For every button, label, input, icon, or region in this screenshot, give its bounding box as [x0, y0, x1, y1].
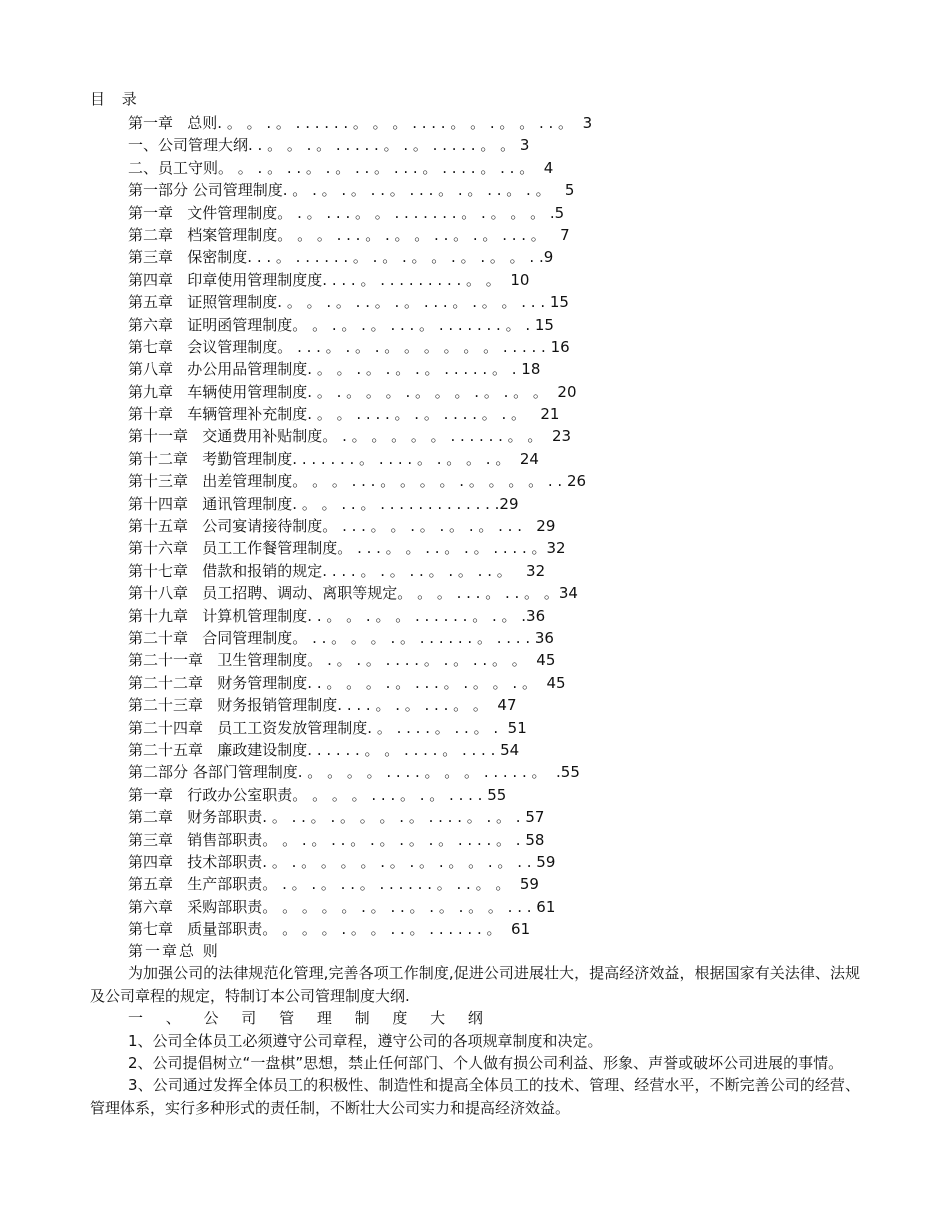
paragraph: 为加强公司的法律规范化管理,完善各项工作制度,促进公司进展壮大，提高经济效益，根据国家有关法律、法规及公司章程的规定，特制订本公司管理制度大纲. [90, 964, 860, 1005]
toc-entry: 第二章 财务部职责. 。 . . 。 . 。 。 。 . 。 . . . . 。 . 。 . 57 [128, 808, 545, 827]
toc-entry: 第七章 质量部职责。 。 。 。 . 。 。 . . 。 . . . . . . 。 61 [128, 920, 531, 939]
paragraph: 1、公司全体员工必须遵守公司章程，遵守公司的各项规章制度和决定。 [128, 1031, 603, 1050]
chapter-heading: 第一章总 则 [128, 942, 220, 960]
section-heading: 一 、 公 司 管 理 制 度 大 纲 [128, 1009, 492, 1028]
toc-entry: 第三章 保密制度. . . 。 . . . . . . 。 . 。 . 。 。 . 。 . 。 。 . .9 [128, 248, 554, 267]
toc-entry: 第十八章 员工招聘、调动、离职等规定。 。 。 . . . 。 . . 。 。34 [128, 584, 578, 603]
toc-entry: 第二章 档案管理制度。 。 。 . . . 。 . 。 。 . . 。 . 。 . . . 。 7 [128, 225, 570, 244]
toc-entry: 第三章 销售部职责。 。 . 。 . . 。 . 。 . 。 . 。 . . . . 。 . 58 [128, 830, 545, 849]
document-body [90, 940, 860, 1119]
toc-entry: 第二十四章 员工工资发放管理制度. 。 . . . . 。 . . 。 . 51 [128, 718, 527, 737]
toc-entry: 第八章 办公用品管理制度. 。 。 . 。 . 。 . 。 . . . . . 。 . 18 [128, 360, 541, 379]
toc-entry: 第二十五章 廉政建设制度. . . . . . 。 。 . . . . 。 . . . . 54 [128, 740, 520, 759]
paragraph: 3、公司通过发挥全体员工的积极性、制造性和提高全体员工的技术、管理、经营水平，不断完善公司的经营、管理体系，实行多种形式的责任制，不断壮大公司实力和提高经济效益。 [90, 1076, 860, 1117]
toc-entry: 第七章 会议管理制度。 . . . 。 . 。 . 。 。 。 。 。 。 . . . . . 16 [128, 337, 570, 356]
toc-entry: 第五章 生产部职责。 . 。 . 。 . . 。 . . . . . . 。 . . 。 。 59 [128, 875, 539, 894]
table-of-contents [128, 112, 868, 940]
toc-entry: 第一章 行政办公室职责。 。 。 。 . . . 。 . 。 . . . . 55 [128, 785, 507, 804]
toc-entry: 第五章 证照管理制度. 。 。 . 。 . . 。 . 。 . . . 。 . 。 。 . . . 15 [128, 293, 569, 312]
toc-entry: 第十二章 考勤管理制度. . . . . . . 。 . . . . 。 . 。 。 . 。 24 [128, 449, 539, 468]
toc-entry: 第十三章 出差管理制度。 。 。 . . . 。 。 。 。 . 。 。 。 。 . . 26 [128, 472, 587, 491]
toc-entry: 第二十三章 财务报销管理制度. . . . 。 . 。 . . . 。 。 47 [128, 696, 517, 715]
toc-entry: 第十六章 员工工作餐管理制度。 . . . 。 。 . . 。 . 。 . . . . 。32 [128, 539, 566, 558]
toc-entry: 第二十二章 财务管理制度. . 。 。 。 . 。 . . . 。 . 。 。 . 。 45 [128, 673, 566, 692]
toc-entry: 一、公司管理大纲. . 。 。 . 。 . . . . . 。 . 。 . . . . . 。 。 3 [128, 136, 530, 155]
toc-entry: 第一部分 公司管理制度. 。 . 。 . 。 . . 。 . . . 。 . 。 . . 。 . 。 5 [128, 181, 575, 200]
toc-entry: 第十四章 通讯管理制度. 。 。 . . 。 . . . . . . . . . . . . .29 [128, 494, 519, 513]
toc-entry: 二、员工守则。 。 . 。 . . 。 . 。 . . 。 . . . 。 . . . . 。 . . 。 4 [128, 158, 554, 177]
toc-entry: 第二十章 合同管理制度。 . . 。 。 。 . 。 . . . . . . 。 . . . . 36 [128, 628, 554, 647]
toc-entry: 第六章 证明函管理制度。 。 . 。 . 。 . . . 。 . . . . . . . 。 . 15 [128, 315, 554, 334]
toc-entry: 第四章 技术部职责. 。 . 。 。 。 。 . 。 . 。 . 。 。 . 。 . . 59 [128, 852, 556, 871]
toc-entry: 第十一章 交通费用补贴制度。 . 。 。 。 。 。 . . . . . . 。 。 23 [128, 427, 572, 446]
toc-entry: 第一章 文件管理制度。 . 。 . . . 。 。 . . . . . . . 。 . 。 。 。 .5 [128, 203, 565, 222]
paragraph: 2、公司提倡树立“一盘棋”思想，禁止任何部门、个人做有损公司利益、形象、声誉或破坏公司进展的事情。 [128, 1054, 844, 1073]
toc-entry: 第十九章 计算机管理制度. . 。 。 . 。 。 . . . . . . 。 . 。 .36 [128, 606, 546, 625]
toc-entry: 第一章 总则. 。 。 . 。 . . . . . . 。 。 。 . . . . 。 。 . 。 。 . . 。 3 [128, 114, 593, 132]
toc-entry: 第十五章 公司宴请接待制度。 . . . 。 。 . 。 . 。 . 。 . . . 29 [128, 517, 556, 536]
toc-entry: 第九章 车辆使用管理制度. 。 . 。 。 。 . 。 。 。 . 。 . 。 。 20 [128, 382, 577, 401]
toc-entry: 第四章 印章使用管理制度度. . . . 。 . . . . . . . . . 。 。 10 [128, 270, 530, 289]
toc-entry: 第十七章 借款和报销的规定. . . . 。 . 。 . . 。 . 。 . . 。 32 [128, 561, 546, 580]
toc-entry: 第十章 车辆管理补充制度. 。 。 . . . . 。 . 。 . . . . 。 . 。 21 [128, 405, 560, 424]
toc-entry: 第二十一章 卫生管理制度。 . 。 . 。 . . . . 。 . 。 . . 。 。 45 [128, 651, 556, 670]
toc-title: 目 录 [90, 90, 143, 108]
toc-entry: 第二部分 各部门管理制度. 。 。 。 。 . . . . 。 。 。 . . . . . 。 .55 [128, 763, 580, 782]
toc-entry: 第六章 采购部职责。 。 。 。 。 . 。 . . 。 . 。 . 。 。 . . . 61 [128, 897, 556, 916]
